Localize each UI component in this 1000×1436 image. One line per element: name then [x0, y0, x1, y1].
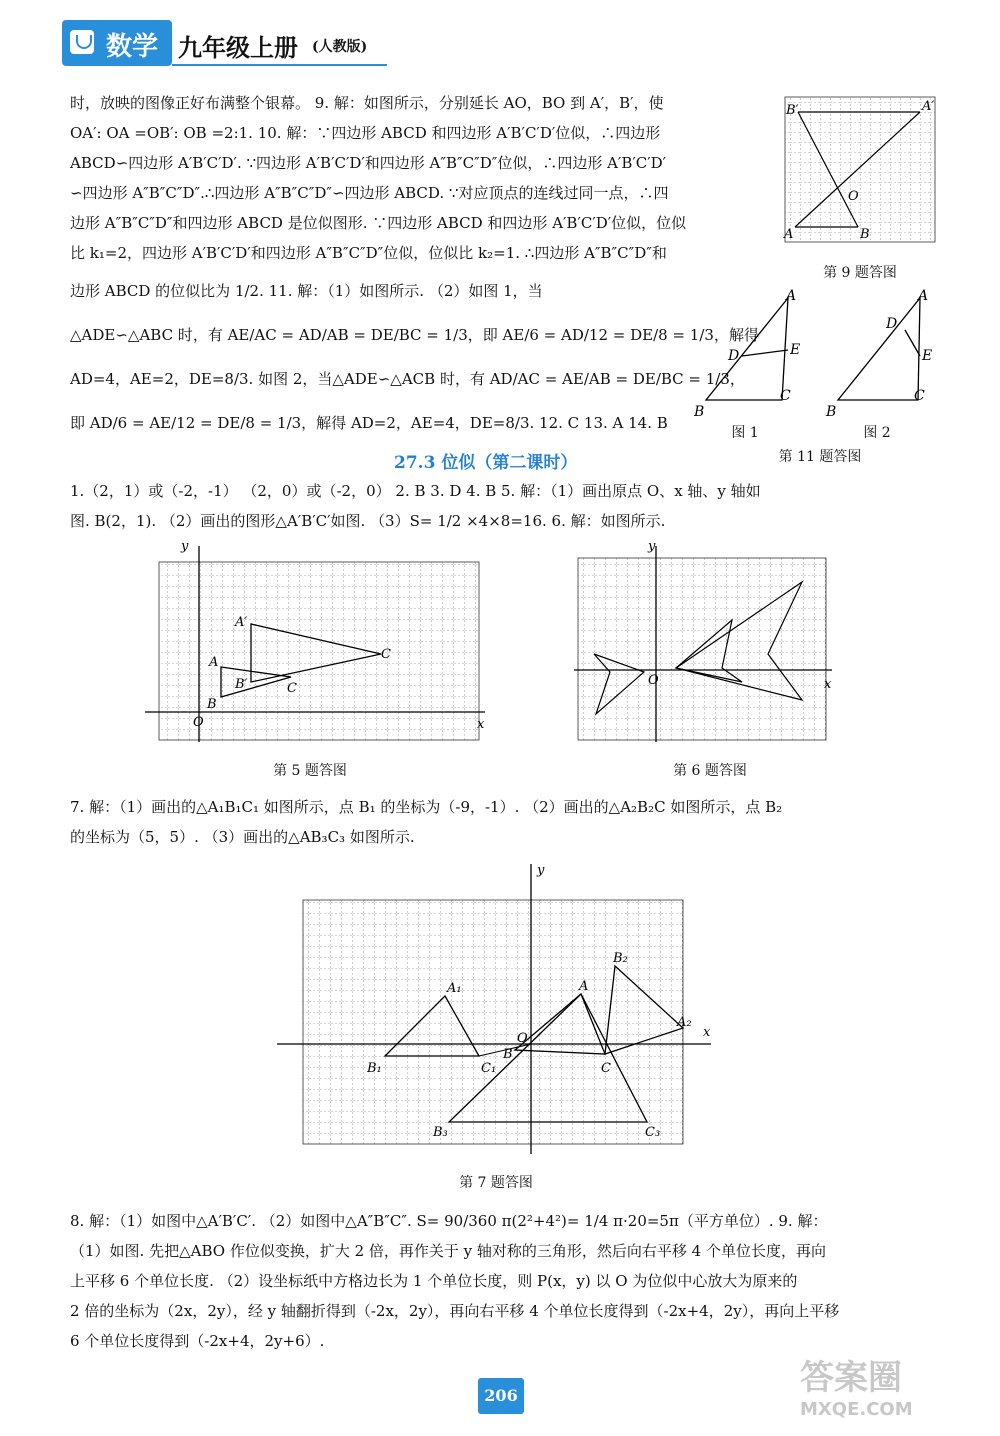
label-A: A	[579, 979, 589, 994]
text-line: 比 k₁=2，四边形 A′B′C′D′和四边形 A″B″C″D″位似，位似比 k₂=1. ∴四边形 A″B″C″D″和	[70, 244, 667, 262]
segment-DE-fig1	[742, 350, 788, 356]
section-title: 27.3 位似（第二课时）	[394, 453, 578, 473]
label-B: B	[860, 227, 870, 242]
text-line: 6 个单位长度得到（-2x+4，2y+6）.	[70, 1332, 325, 1350]
text-line: 时，放映的图像正好布满整个银幕。 9. 解：如图所示，分别延长 AO，BO 到 A′，B′，使	[70, 94, 664, 112]
label-B: B	[207, 697, 217, 712]
grid	[303, 900, 683, 1144]
text-line: 上平移 6 个单位长度. （2）设坐标纸中方格边长为 1 个单位长度，则 P(x，y) 以 O 为位似中心放大为原来的	[70, 1272, 798, 1290]
label-x: x	[703, 1025, 711, 1040]
answer-block-2	[70, 476, 950, 536]
header	[62, 20, 392, 66]
label-A1: A₁	[447, 981, 462, 996]
label-y: y	[181, 542, 189, 554]
text-line: 边形 A″B″C″D″和四边形 ABCD 是位似图形. ∵四边形 ABCD 和四边形 A′B′C′D′位似，位似	[70, 214, 687, 232]
label-A: A	[209, 655, 219, 670]
caption-fig6: 第 6 题答图	[673, 763, 747, 779]
label-B: B	[503, 1047, 513, 1062]
page-number: 206	[478, 1378, 524, 1414]
figure-6	[572, 542, 837, 746]
figure-11	[690, 288, 950, 423]
text-line: 8. 解：（1）如图中△A′B′C′. （2）如图中△A″B″C″. S= 90/360 π(2²+4²)= 1/4 π·20=5π（平方单位）. 9. 解：	[70, 1212, 828, 1230]
triangle-ABC-fig1	[706, 298, 788, 400]
caption-fig5: 第 5 题答图	[273, 763, 347, 779]
label-E: E	[922, 348, 933, 364]
label-B: B	[694, 404, 705, 420]
text-line: 即 AD/6 = AE/12 = DE/8 = 1/3，解得 AD=2，AE=4，DE=8/3. 12. C 13. A 14. B	[70, 414, 668, 432]
subject-badge	[62, 20, 172, 66]
text-line: 1.（2，1）或（-2，-1） （2，0）或（-2，0） 2. B 3. D 4. B 5. 解：（1）画出原点 O、x 轴、y 轴如	[70, 482, 761, 500]
label-Bp: B′	[786, 103, 799, 118]
label-A: A	[918, 288, 929, 304]
figure-5	[145, 542, 490, 750]
text-line: 7. 解：（1）画出的△A₁B₁C₁ 如图所示，点 B₁ 的坐标为（-9，-1）. （2）画出的△A₂B₂C 如图所示，点 B₂	[70, 798, 783, 816]
label-O: O	[193, 715, 204, 730]
label-O: O	[848, 189, 859, 204]
segment-DE-fig2	[905, 330, 920, 356]
book-icon	[70, 30, 94, 54]
label-Ap: A′	[235, 615, 248, 630]
triangle-ABC-fig2	[838, 298, 920, 400]
grade-title: 九年级上册	[178, 33, 298, 62]
label-A: A	[786, 288, 797, 304]
figure-7	[275, 858, 715, 1160]
label-C1: C₁	[481, 1061, 497, 1076]
label-y: y	[537, 863, 545, 878]
label-C: C	[601, 1061, 611, 1076]
text-line: ∽四边形 A″B″C″D″.∴四边形 A″B″C″D″∽四边形 ABCD. ∵对应顶点的连线过同一点，∴四	[70, 184, 669, 202]
text-line: 的坐标为（5，5）. （3）画出的△AB₃C₃ 如图所示.	[70, 828, 415, 846]
watermark-url: MXQE.COM	[800, 1399, 913, 1420]
label-A: A	[784, 227, 794, 242]
answer-block-4	[70, 1206, 950, 1356]
label-x: x	[477, 717, 485, 732]
text-line: OA′: OA =OB′: OB =2:1. 10. 解：∵四边形 ABCD 和四边形 A′B′C′D′位似，∴四边形	[70, 124, 661, 142]
edition-label: (人教版)	[312, 39, 368, 55]
label-Ap: A′	[922, 99, 935, 114]
label-B3: B₃	[433, 1125, 448, 1140]
label-C: C	[780, 388, 791, 404]
caption-fig7: 第 7 题答图	[459, 1175, 533, 1191]
watermark-text: 答案圈	[800, 1358, 902, 1398]
label-C3: C₃	[645, 1125, 661, 1140]
text-line: （1）如图. 先把△ABO 作位似变换，扩大 2 倍，再作关于 y 轴对称的三角形，然后向右平移 4 个单位长度，再向	[70, 1242, 826, 1260]
caption-fig11-1: 图 1	[731, 425, 759, 441]
label-y: y	[648, 542, 656, 554]
label-O: O	[648, 673, 659, 688]
watermark	[800, 1350, 990, 1430]
text-line: △ADE∽△ABC 时，有 AE/AC = AD/AB = DE/BC = 1/3，即 AE/6 = AD/12 = DE/8 = 1/3，解得	[70, 326, 759, 344]
caption-fig11-2: 图 2	[863, 425, 891, 441]
label-B: B	[826, 404, 837, 420]
grid	[578, 558, 826, 740]
text-line: 2 倍的坐标为（2x，2y），经 y 轴翻折得到（-2x，2y），再向右平移 4 个单位长度得到（-2x+4，2y），再向上平移	[70, 1302, 840, 1320]
label-C: C	[287, 681, 297, 696]
grade-bar	[172, 26, 387, 66]
caption-fig9: 第 9 题答图	[823, 265, 897, 281]
grid	[159, 562, 479, 740]
text-line: 边形 ABCD 的位似比为 1/2. 11. 解：（1）如图所示. （2）如图 1，当	[70, 282, 543, 300]
label-x: x	[824, 677, 832, 692]
label-D: D	[886, 316, 898, 332]
label-E: E	[790, 342, 801, 358]
text-line: ABCD∽四边形 A′B′C′D′. ∵四边形 A′B′C′D′和四边形 A″B″C″D″位似，∴四边形 A′B′C′D′	[70, 154, 667, 172]
label-A2: A₂	[677, 1015, 692, 1030]
subject-title: 数学	[106, 32, 159, 62]
label-O: O	[517, 1031, 528, 1046]
caption-fig11: 第 11 题答图	[778, 449, 862, 465]
figure-9	[780, 92, 940, 252]
label-B1: B₁	[367, 1061, 382, 1076]
label-B2: B₂	[613, 951, 628, 966]
label-C: C	[914, 388, 925, 404]
answer-block-1	[70, 88, 770, 438]
text-line: AD=4，AE=2，DE=8/3. 如图 2，当△ADE∽△ACB 时，有 AD/AC = AE/AB = DE/BC = 1/3，	[70, 370, 745, 388]
label-Bp: B′	[235, 677, 248, 692]
label-D: D	[728, 348, 740, 364]
answer-block-3	[70, 792, 950, 852]
label-Cp: C	[381, 647, 391, 662]
text-line: 图. B(2，1). （2）画出的图形△A′B′C′如图. （3）S= 1/2 ×4×8=16. 6. 解：如图所示.	[70, 512, 666, 530]
